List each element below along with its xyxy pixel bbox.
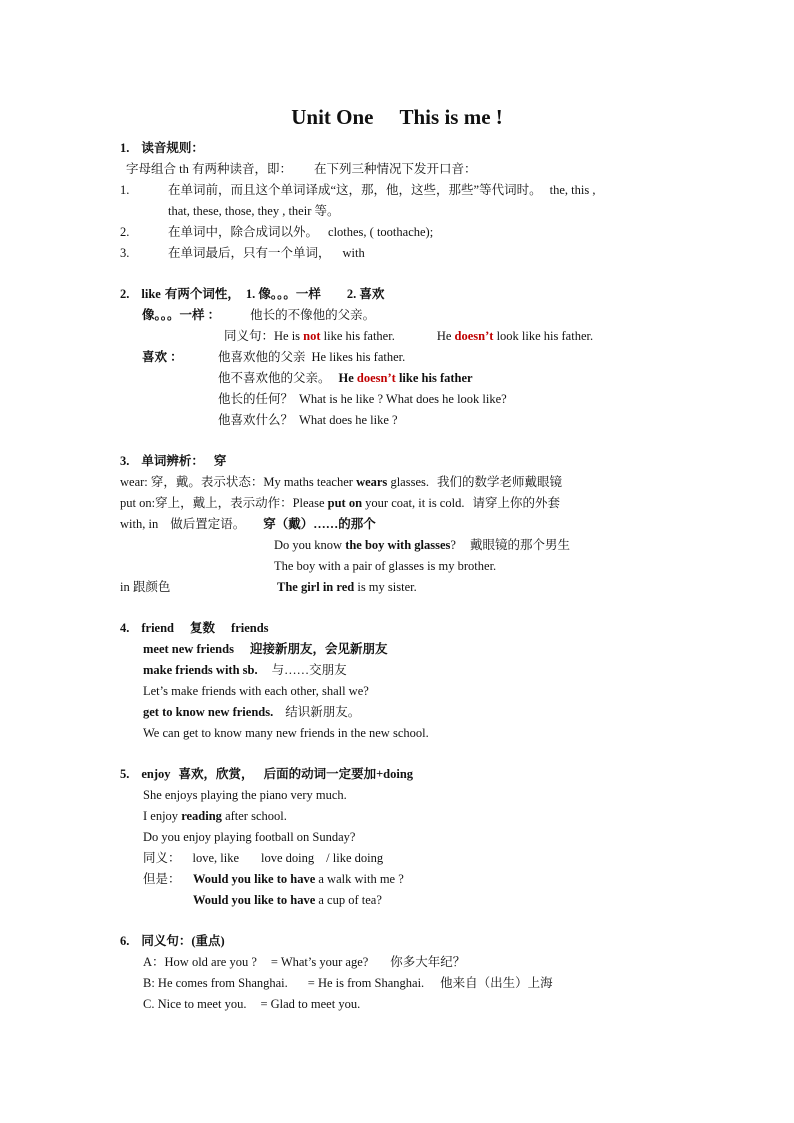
section-6-heading: 6. 同义句：(重点) <box>120 934 225 948</box>
section-5-line-1: She enjoys playing the piano very much. <box>143 788 347 802</box>
section-1-item-2-text: 在单词中，除合成词以外。 clothes, ( toothache); <box>168 225 434 239</box>
section-5-line-4: 同义： love, like love doing / like doing <box>143 851 384 865</box>
section-3-line-2: put on:穿上，戴上，表示动作：Please put on your coat, it is cold. 请穿上你的外套 <box>120 496 560 510</box>
page-title <box>0 104 794 130</box>
section-4-line-4: get to know new friends. 结识新朋友。 <box>143 705 361 719</box>
section-3-line-3: with, in 做后置定语。 穿（戴）……的那个 <box>120 517 376 531</box>
section-2-line-6: 他喜欢什么？ What does he like ? <box>218 413 398 427</box>
section-3-heading: 3. 单词辨析： 穿 <box>120 454 227 468</box>
section-4-heading: 4. friend 复数 friends <box>120 621 269 635</box>
section-1-heading: 1. 读音规则： <box>120 141 204 155</box>
section-3-line-6-label: in 跟颜色 <box>120 580 171 594</box>
section-3-line-6-text: The girl in red is my sister. <box>277 580 417 594</box>
section-6-line-1: A：How old are you ? = What’s your age? 你多大年纪？ <box>143 955 466 969</box>
section-1-item-1: 1. <box>120 183 130 197</box>
section-5-line-2: I enjoy reading after school. <box>143 809 287 823</box>
section-6-line-2: B: He comes from Shanghai. = He is from Shanghai. 他来自（出生）上海 <box>143 976 553 990</box>
title-topic: This is me ! <box>399 105 503 129</box>
title-unit: Unit One <box>291 105 374 129</box>
section-2-heading: 2. like 有两个词性， 1. 像。。。一样 2. 喜欢 <box>120 287 385 301</box>
section-4-line-5: We can get to know many new friends in the new school. <box>143 726 429 740</box>
section-3-line-1: wear: 穿，戴。表示状态：My maths teacher wears glasses. 我们的数学老师戴眼镜 <box>120 475 562 489</box>
section-3-line-4: Do you know the boy with glasses? 戴眼镜的那个男生 <box>274 538 570 552</box>
section-2-line-4: 他不喜欢他的父亲。 He doesn’t like his father <box>218 371 473 385</box>
section-3-line-5: The boy with a pair of glasses is my brother. <box>274 559 497 573</box>
section-1-item-3-text: 在单词最后，只有一个单词， with <box>168 246 365 260</box>
section-6-line-3: C. Nice to meet you. = Glad to meet you. <box>143 997 361 1011</box>
section-2-line-2: 同义句：He is not like his father. He doesn’t look like his father. <box>224 329 594 343</box>
section-2-line-3: 喜欢 ： <box>142 350 183 364</box>
section-1-item-1-text: 在单词前，而且这个单词译成“这，那，他，这些，那些”等代词时。 the, this , <box>168 183 596 197</box>
section-2-line-1: 像。。。一样 ： 他长的不像他的父亲。 <box>142 308 376 322</box>
section-4-line-3: Let’s make friends with each other, shall we? <box>143 684 369 698</box>
section-2-line-5: 他长的任何？ What is he like ? What does he look like? <box>218 392 507 406</box>
section-5-line-5-label: 但是： <box>143 872 181 886</box>
section-1-item-3-num: 3. <box>120 246 130 260</box>
section-5-line-3: Do you enjoy playing football on Sunday? <box>143 830 356 844</box>
section-5-heading: 5. enjoy 喜欢，欣赏， 后面的动词一定要加+doing <box>120 767 414 781</box>
section-1-intro: 字母组合 th 有两种读音，即： 在下列三种情况下发开口音： <box>126 162 477 176</box>
section-4-line-1: meet new friends 迎接新朋友，会见新朋友 <box>143 642 388 656</box>
section-2-line-3-text: 他喜欢他的父亲 He likes his father. <box>218 350 406 364</box>
section-4-line-2: make friends with sb. 与……交朋友 <box>143 663 347 677</box>
section-1-item-2-num: 2. <box>120 225 130 239</box>
section-5-line-5: Would you like to have a walk with me ? <box>193 872 404 886</box>
section-5-line-6: Would you like to have a cup of tea? <box>193 893 382 907</box>
section-1-item-1-cont: that, these, those, they , their 等。 <box>168 204 340 218</box>
